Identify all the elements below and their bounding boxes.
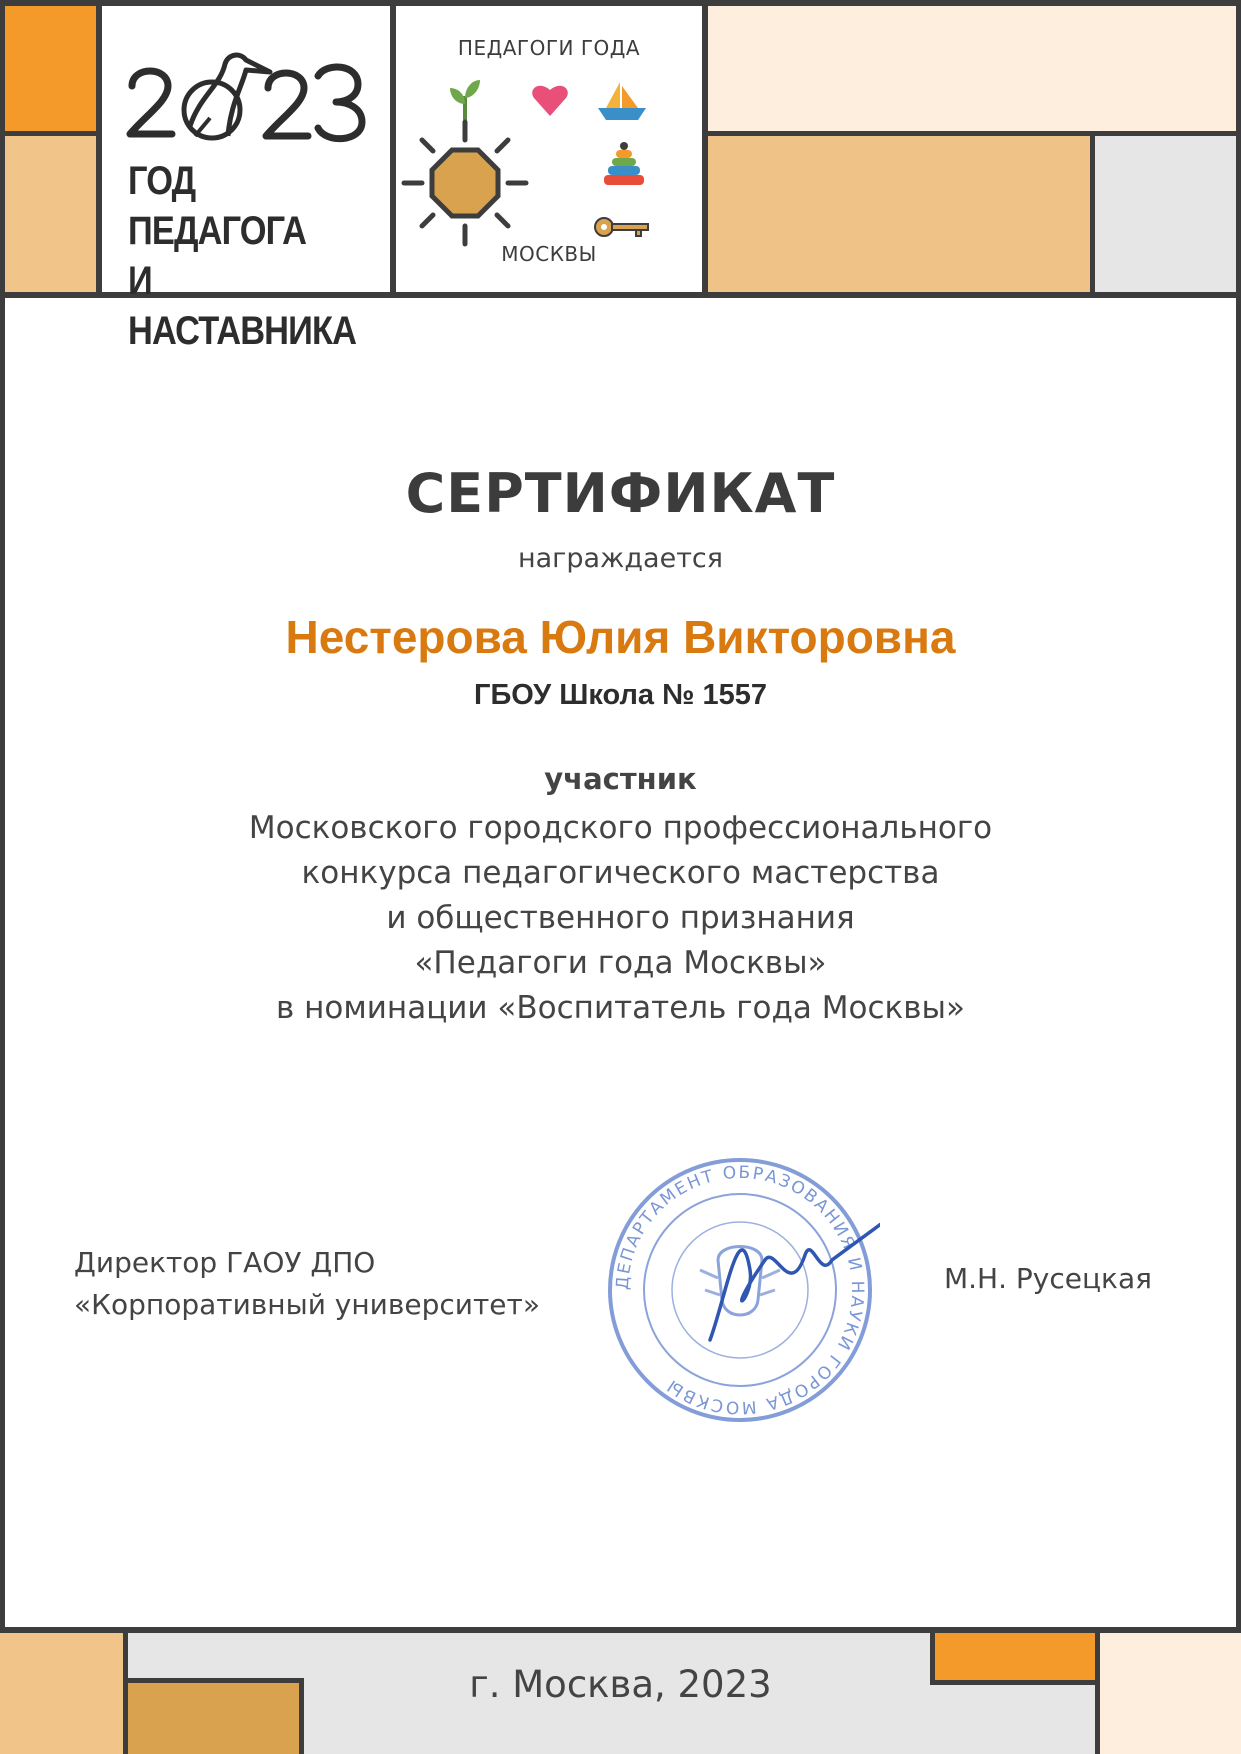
- logo-teachers-top: ПЕДАГОГИ ГОДА: [457, 36, 641, 60]
- paper-boat-icon: [596, 78, 648, 122]
- logo-year-caption: [128, 156, 357, 356]
- svg-text:ДЕПАРТАМЕНТ ОБРАЗОВАНИЯ И НАУК: [613, 1163, 867, 1417]
- frame-line: [708, 131, 1241, 136]
- pyramid-toy-icon: [602, 140, 646, 190]
- official-stamp-icon: [600, 1150, 880, 1430]
- top-right-grey-block: [1093, 134, 1241, 292]
- frame-line: [0, 1627, 1241, 1633]
- top-right-cream-block: [708, 0, 1241, 134]
- description-line: конкурса педагогического мастерства: [301, 855, 940, 891]
- logo-year-line2: И НАСТАВНИКА: [128, 259, 357, 353]
- frame-line: [702, 0, 708, 298]
- recipient-role: участник: [544, 762, 697, 796]
- signer-name: М.Н. Русецкая: [944, 1262, 1152, 1295]
- frame-line: [1090, 131, 1095, 298]
- logo-year-line1: ГОД ПЕДАГОГА: [128, 159, 307, 253]
- logo-teachers-of-year: [396, 6, 702, 292]
- description-line: в номинации «Воспитатель года Москвы»: [276, 990, 965, 1026]
- top-left-orange-block: [0, 0, 100, 134]
- sprout-icon: [442, 76, 488, 122]
- pelican-2023-icon: [100, 26, 390, 176]
- description-line: «Педагоги года Москвы»: [414, 945, 827, 981]
- city-year: г. Москва, 2023: [469, 1663, 772, 1706]
- awarded-label: награждается: [517, 543, 724, 574]
- key-icon: [592, 212, 652, 242]
- description-line: и общественного признания: [386, 900, 855, 936]
- contest-description: [0, 806, 1241, 1031]
- logo-year-of-teacher: [100, 6, 390, 353]
- stamp-text: ДЕПАРТАМЕНТ ОБРАЗОВАНИЯ И НАУКИ ГОРОДА МОСКВЫ: [612, 1162, 868, 1418]
- certificate-title: СЕРТИФИКАТ: [405, 462, 836, 525]
- recipient-school: ГБОУ Школа № 1557: [474, 679, 767, 711]
- description-line: Московского городского профессионального: [248, 810, 993, 846]
- director-position-line1: Директор ГАОУ ДПО: [74, 1246, 376, 1279]
- top-right-mid-block: [708, 134, 1093, 292]
- sun-icon: [400, 118, 530, 248]
- director-position-line2: «Корпоративный университет»: [74, 1288, 540, 1321]
- director-position: [74, 1242, 540, 1326]
- logo-teachers-bottom: МОСКВЫ: [501, 242, 597, 266]
- frame-line: [0, 131, 100, 136]
- top-left-light-block: [0, 134, 100, 292]
- recipient-name: Нестерова Юлия Викторовна: [285, 611, 956, 663]
- heart-icon: [530, 82, 570, 118]
